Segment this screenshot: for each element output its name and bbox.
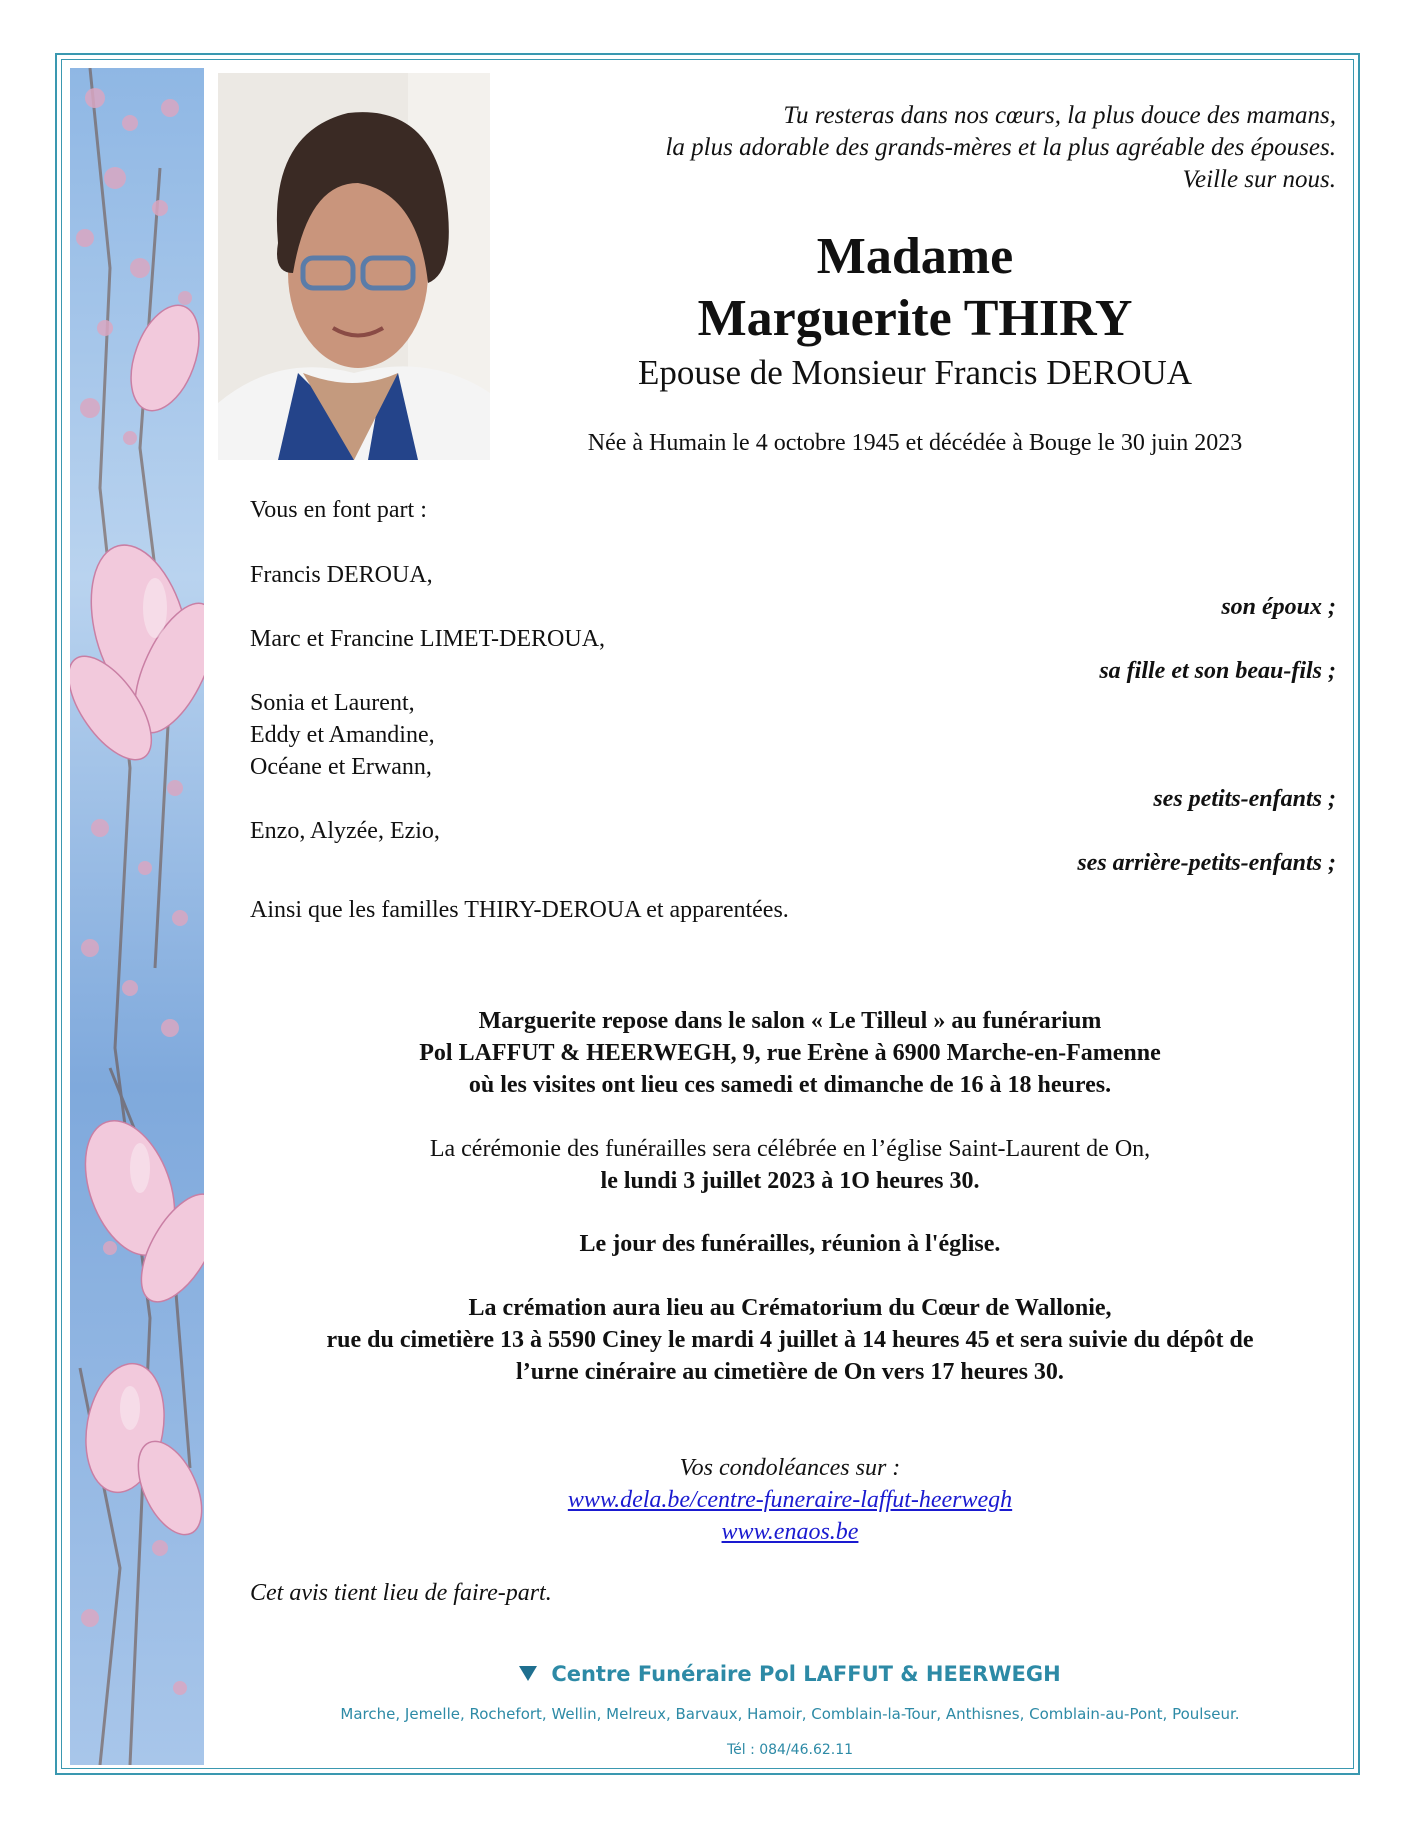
magnolia-decoration bbox=[70, 68, 204, 1765]
visitation-info bbox=[240, 1005, 1340, 1101]
visitation-line-3: où les visites ont lieu ces samedi et dimanche de 16 à 18 heures. bbox=[468, 1072, 1112, 1098]
visitation-line-1: Marguerite repose dans le salon « Le Tilleul » au funérarium bbox=[478, 1008, 1102, 1034]
family-role: ses arrière-petits-enfants ; bbox=[1077, 850, 1336, 876]
cremation-info bbox=[240, 1292, 1340, 1388]
family-name: Eddy et Amandine, bbox=[250, 722, 435, 748]
family-role: sa fille et son beau-fils ; bbox=[1099, 658, 1336, 684]
footer-phone: Tél : 084/46.62.11 bbox=[726, 1742, 854, 1758]
deceased-title bbox=[545, 226, 1285, 396]
footer-places: Marche, Jemelle, Rochefort, Wellin, Melreux, Barvaux, Hamoir, Comblain-la-Tour, Anthisnes, Comblain-au-Pont, Poulseur. bbox=[340, 1705, 1240, 1723]
announcement-intro: Vous en font part : bbox=[250, 497, 427, 523]
portrait-photo bbox=[218, 73, 490, 460]
related-families: Ainsi que les familles THIRY-DEROUA et apparentées. bbox=[250, 897, 789, 923]
cremation-line-2: rue du cimetière 13 à 5590 Ciney le mardi 4 juillet à 14 heures 45 et sera suivie du dépôt de bbox=[326, 1327, 1254, 1353]
quote-line-3: Veille sur nous. bbox=[1182, 166, 1336, 193]
birth-death-dates: Née à Humain le 4 octobre 1945 et décédée à Bouge le 30 juin 2023 bbox=[587, 430, 1243, 456]
spouse-line: Epouse de Monsieur Francis DEROUA bbox=[637, 353, 1193, 392]
condolences bbox=[240, 1452, 1340, 1548]
meeting-info: Le jour des funérailles, réunion à l'église. bbox=[579, 1231, 1001, 1257]
ceremony-info bbox=[240, 1133, 1340, 1197]
quote-line-2: la plus adorable des grands-mères et la plus agréable des épouses. bbox=[665, 134, 1336, 161]
cremation-line-3: l’urne cinéraire au cimetière de On vers 17 heures 30. bbox=[516, 1359, 1064, 1385]
memorial-quote bbox=[576, 100, 1336, 196]
family-name: Sonia et Laurent, bbox=[250, 690, 415, 716]
ceremony-line-1: La cérémonie des funérailles sera célébrée en l’église Saint-Laurent de On, bbox=[429, 1136, 1151, 1162]
family-name: Marc et Francine LIMET-DEROUA, bbox=[250, 626, 606, 652]
family-role: ses petits-enfants ; bbox=[1153, 786, 1336, 812]
condolences-link-enaos[interactable]: www.enaos.be bbox=[721, 1519, 859, 1545]
family-name: Océane et Erwann, bbox=[250, 754, 432, 780]
footer-company bbox=[240, 1662, 1340, 1686]
quote-line-1: Tu resteras dans nos cœurs, la plus douce des mamans, bbox=[783, 102, 1336, 129]
deceased-name: Marguerite THIRY bbox=[697, 290, 1133, 347]
ceremony-line-2: le lundi 3 juillet 2023 à 1O heures 30. bbox=[600, 1168, 980, 1194]
triangle-down-icon bbox=[519, 1666, 537, 1681]
family-role: son époux ; bbox=[1221, 594, 1336, 620]
family-name: Enzo, Alyzée, Ezio, bbox=[250, 818, 440, 844]
condolences-link-dela[interactable]: www.dela.be/centre-funeraire-laffut-heerwegh bbox=[567, 1487, 1013, 1513]
cremation-line-1: La crémation aura lieu au Crématorium du Cœur de Wallonie, bbox=[468, 1295, 1112, 1321]
faire-part-note: Cet avis tient lieu de faire-part. bbox=[250, 1580, 552, 1606]
footer-company-name: Centre Funéraire Pol LAFFUT & HEERWEGH bbox=[551, 1662, 1061, 1686]
family-name: Francis DEROUA, bbox=[250, 562, 433, 588]
honorific: Madame bbox=[816, 228, 1014, 285]
condolences-label: Vos condoléances sur : bbox=[679, 1455, 901, 1481]
visitation-line-2: Pol LAFFUT & HEERWEGH, 9, rue Erène à 6900 Marche-en-Famenne bbox=[419, 1040, 1161, 1066]
